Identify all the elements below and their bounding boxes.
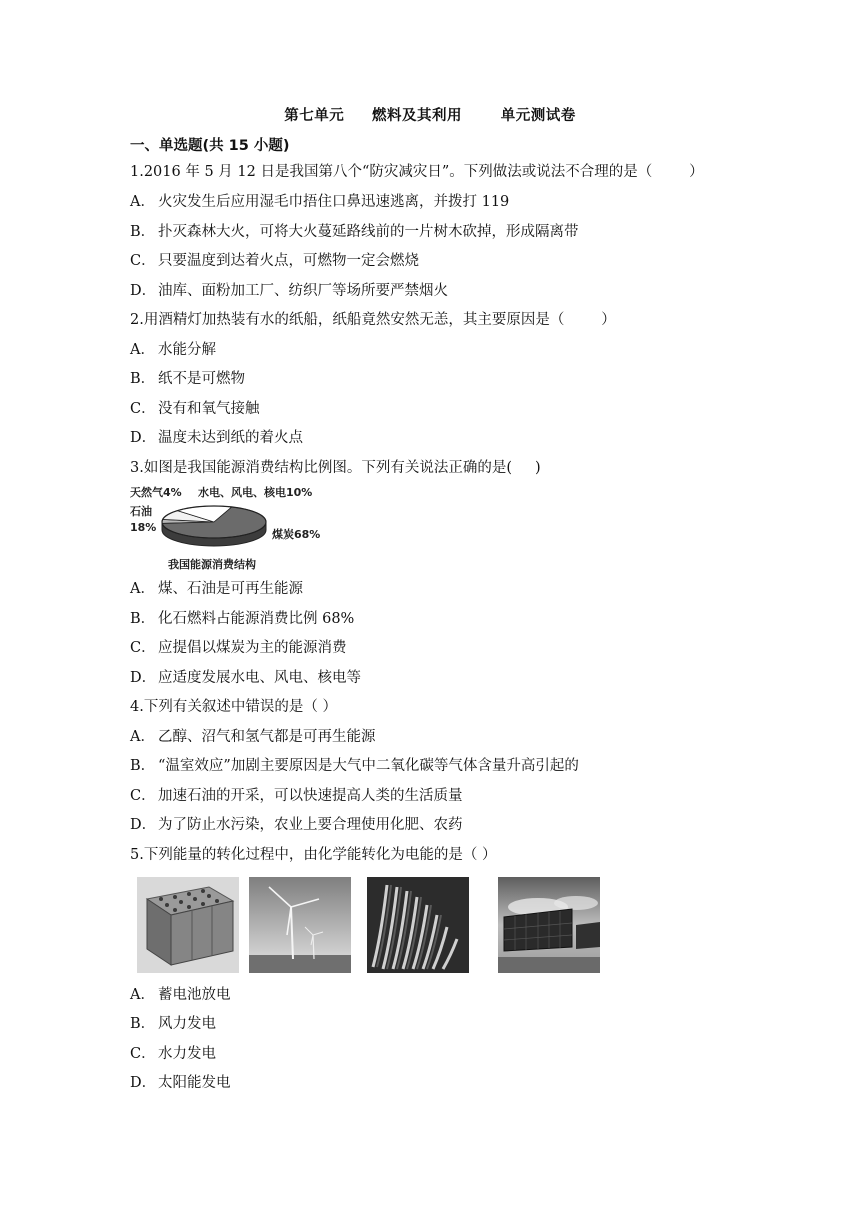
wind-turbine-photo: [249, 877, 351, 973]
option-letter: B．: [130, 371, 156, 387]
option-text: 水力发电: [158, 1046, 216, 1062]
wind-turbine-illustration: [249, 877, 351, 973]
option-letter: C．: [130, 640, 156, 656]
option-letter: C．: [130, 788, 156, 804]
section-heading: 一、单选题(共 15 小题): [130, 138, 290, 154]
option-letter: D．: [130, 670, 157, 686]
question-5-option-a: [130, 985, 231, 1005]
question-3-stem: 3.如图是我国能源消费结构比例图。下列有关说法正确的是( ): [130, 460, 541, 476]
option-text: 只要温度到达着火点，可燃物一定会燃烧: [158, 253, 419, 269]
question-4-option-b: [130, 756, 579, 776]
option-text: 应适度发展水电、风电、核电等: [158, 670, 361, 686]
option-letter: A．: [130, 729, 155, 745]
option-text: 纸不是可燃物: [158, 371, 245, 387]
solar-panel-illustration: [498, 877, 600, 973]
option-text: 没有和氧气接触: [158, 401, 260, 417]
option-text: 应提倡以煤炭为主的能源消费: [158, 640, 347, 656]
option-letter: C．: [130, 1046, 156, 1062]
option-text: 蓄电池放电: [158, 987, 231, 1003]
question-4-option-c: [130, 786, 463, 806]
option-text: 煤、石油是可再生能源: [158, 581, 303, 597]
solar-panel-photo: [498, 877, 600, 973]
question-1-stem: 1.2016 年 5 月 12 日是我国第八个“防灾减灾日”。下列做法或说法不合理的是（ ）: [130, 164, 704, 180]
option-letter: B．: [130, 224, 156, 240]
question-5-stem: 5.下列能量的转化过程中，由化学能转化为电能的是（ ）: [130, 847, 497, 863]
option-letter: C．: [130, 401, 156, 417]
option-text: “温室效应”加剧主要原因是大气中二氧化碳等气体含量升高引起的: [158, 758, 579, 774]
battery-illustration: [137, 877, 239, 973]
option-letter: D．: [130, 430, 157, 446]
option-text: 风力发电: [158, 1016, 216, 1032]
chart-label-oil: 石油 18%: [130, 505, 157, 534]
energy-pie-chart: [128, 484, 338, 572]
question-2-stem: 2.用酒精灯加热装有水的纸船，纸船竟然安然无恙，其主要原因是（ ）: [130, 312, 616, 328]
question-2-option-b: [130, 369, 245, 389]
option-letter: B．: [130, 611, 156, 627]
question-2-option-d: [130, 428, 303, 448]
question-1-option-b: [130, 222, 579, 242]
option-text: 温度未达到纸的着火点: [158, 430, 303, 446]
question-4-option-a: [130, 727, 376, 747]
question-3-option-d: [130, 668, 361, 688]
question-5-option-c: [130, 1044, 216, 1064]
question-1-option-c: [130, 251, 419, 271]
hydro-turbine-photo: [367, 877, 469, 973]
question-1-option-d: [130, 281, 448, 301]
question-5-option-d: [130, 1073, 231, 1093]
battery-photo: [137, 877, 239, 973]
question-2-option-c: [130, 399, 260, 419]
option-text: 油库、面粉加工厂、纺织厂等场所要严禁烟火: [158, 283, 448, 299]
option-letter: D．: [130, 283, 157, 299]
option-text: 火灾发生后应用湿毛巾捂住口鼻迅速逃离，并拨打 119: [158, 194, 510, 210]
option-letter: A．: [130, 987, 155, 1003]
chart-label-natural-gas: 天然气4%: [130, 486, 182, 499]
hydro-turbine-illustration: [367, 877, 469, 973]
option-text: 乙醇、沼气和氢气都是可再生能源: [158, 729, 376, 745]
option-letter: A．: [130, 194, 155, 210]
question-4-option-d: [130, 815, 463, 835]
option-text: 扑灭森林大火，可将大火蔓延路线前的一片树木砍掉，形成隔离带: [158, 224, 579, 240]
option-letter: A．: [130, 581, 155, 597]
option-letter: D．: [130, 1075, 157, 1091]
option-text: 加速石油的开采，可以快速提高人类的生活质量: [158, 788, 463, 804]
question-3-option-c: [130, 638, 347, 658]
option-letter: D．: [130, 817, 157, 833]
option-text: 水能分解: [158, 342, 216, 358]
option-letter: A．: [130, 342, 155, 358]
option-letter: B．: [130, 1016, 156, 1032]
option-text: 为了防止水污染，农业上要合理使用化肥、农药: [158, 817, 463, 833]
option-letter: B．: [130, 758, 156, 774]
question-1-option-a: [130, 192, 509, 212]
chart-title: 我国能源消费结构: [168, 558, 256, 571]
chart-label-hydro-wind-nuclear: 水电、风电、核电10%: [198, 486, 313, 499]
option-text: 化石燃料占能源消费比例 68%: [158, 611, 355, 627]
question-3-option-b: [130, 609, 354, 629]
question-4-stem: 4.下列有关叙述中错误的是（ ）: [130, 699, 337, 715]
option-text: 太阳能发电: [158, 1075, 231, 1091]
question-5-option-b: [130, 1014, 216, 1034]
chart-label-coal: 煤炭68%: [272, 528, 321, 541]
page-title: 第七单元 燃料及其利用 单元测试卷: [284, 108, 576, 124]
option-letter: C．: [130, 253, 156, 269]
question-2-option-a: [130, 340, 216, 360]
question-3-option-a: [130, 579, 303, 599]
